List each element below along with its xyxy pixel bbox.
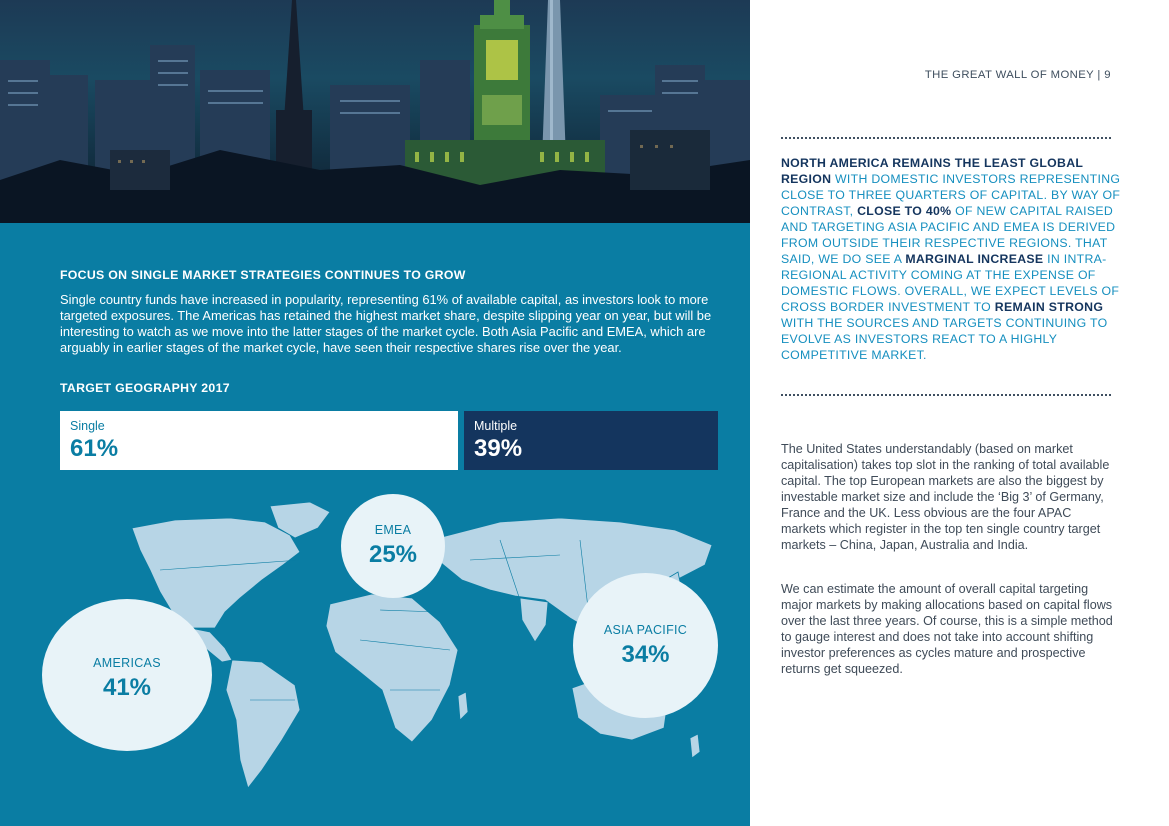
emea-value: 25% (368, 541, 418, 568)
quote-text-1: WITH DOMESTIC INVESTORS REPRESENTING CLOSE TO THREE QUARTERS OF CAPITAL. BY WAY OF CONTRAST, (781, 172, 1121, 218)
americas-circle (42, 599, 212, 751)
americas-label: AMERICAS (93, 656, 161, 670)
americas-value: 41% (102, 674, 152, 701)
asia-pacific-label: ASIA PACIFIC (603, 622, 688, 637)
quote-text-4: WITH THE SOURCES AND TARGETS CONTINUING TO EVOLVE AS INVESTORS REACT TO A HIGHLY COMPETITIVE MARKET. (781, 316, 1108, 362)
map-india (520, 598, 548, 642)
section-heading: FOCUS ON SINGLE MARKET STRATEGIES CONTINUES TO GROW (60, 268, 466, 282)
city-skyline-photo (0, 0, 750, 223)
map-south-america (226, 660, 300, 788)
quote-emphasis-1: NORTH AMERICA REMAINS THE LEAST GLOBAL REGION (781, 156, 1083, 186)
emea-circle (341, 494, 445, 598)
body-paragraph-2: We can estimate the amount of overall capital targeting major markets by making allocations based on capital flows over the last three years. Of course, this is a simple method to gauge interest and does not take into account shifting investor preferences as cycles mature and prospective returns get squeezed. (781, 582, 1113, 676)
top-dotted-divider (781, 137, 1111, 139)
multiple-share-bar (464, 411, 718, 470)
asia-pacific-value: 34% (621, 640, 670, 668)
asia-pacific-circle (573, 573, 718, 718)
single-value: 61% (70, 435, 119, 462)
multiple-value: 39% (474, 435, 523, 462)
emea-label: EMEA (374, 523, 412, 537)
bottom-dotted-divider (781, 394, 1111, 396)
quote-emphasis-4: REMAIN STRONG (994, 300, 1104, 314)
intro-paragraph: Single country funds have increased in popularity, representing 61% of available capital, as investors look to more targeted exposures. The Americas has retained the highest market share, despite slipping year on year, but will be interesting to watch as we move into the latter stages of the market cycle. Both Asia Pacific and EMEA, which are arguably in earlier stages of the market cycle, have seen their respective shares rise over the year. (60, 292, 712, 355)
map-madagascar (458, 692, 468, 720)
pull-quote (781, 155, 1121, 363)
single-share-bar (60, 411, 458, 470)
multiple-label: Multiple (474, 419, 518, 433)
quote-emphasis-2: CLOSE TO 40% (857, 204, 952, 218)
quote-text-3: IN INTRA-REGIONAL ACTIVITY COMING AT THE EXPENSE OF DOMESTIC FLOWS. OVERALL, WE EXPECT LEVELS OF CROSS BORDER INVESTMENT TO (781, 252, 1120, 314)
quote-text-2: OF NEW CAPITAL RAISED AND TARGETING ASIA PACIFIC AND EMEA IS DERIVED FROM OUTSIDE THEIR RESPECTIVE REGIONS. THAT SAID, WE DO SEE A (781, 204, 1116, 266)
map-africa (326, 594, 458, 742)
quote-emphasis-3: MARGINAL INCREASE (905, 252, 1044, 266)
map-new-zealand (690, 734, 700, 758)
page-header: THE GREAT WALL OF MONEY | 9 (924, 69, 1111, 81)
single-label: Single (70, 419, 105, 433)
body-paragraph-1: The United States understandably (based on market capitalisation) takes top slot in the ranking of total available capital. The top European markets are also the biggest by investable market size and include the ‘Big 3’ of Germany, France and the UK. Less obvious are the four APAC markets which register in the top ten single country target markets – China, Japan, Australia and India. (781, 442, 1110, 552)
target-geography-heading: TARGET GEOGRAPHY 2017 (60, 381, 230, 395)
